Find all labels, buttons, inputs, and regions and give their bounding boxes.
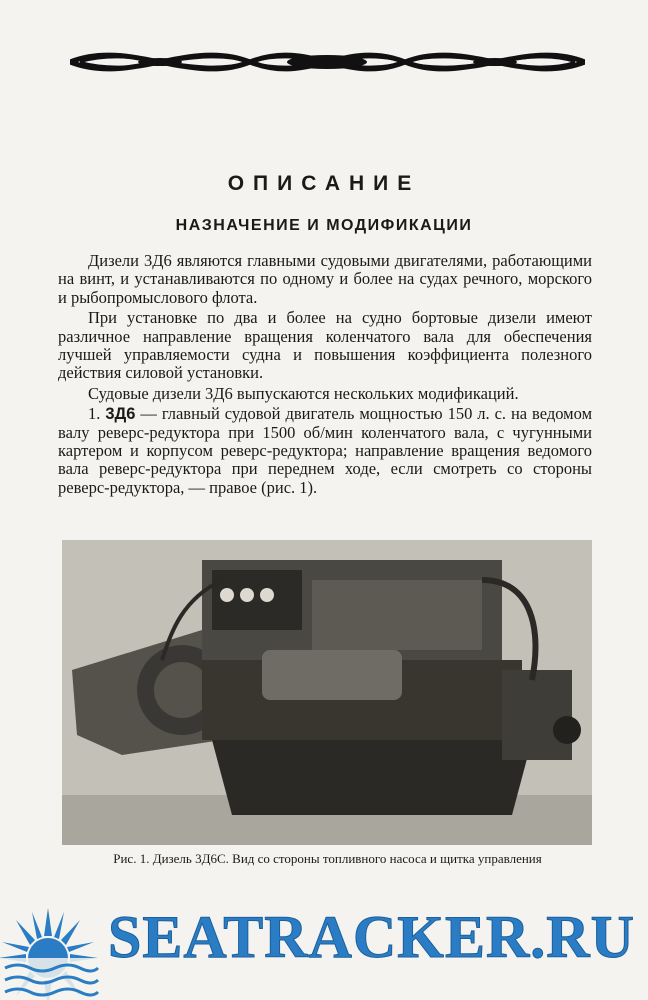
- figure-caption: Рис. 1. Дизель 3Д6С. Вид со стороны топливного насоса и щитка управления: [113, 851, 542, 866]
- item-text: — главный судовой двигатель мощностью 150 л. с. на ведомом валу реверс-редуктора при 1500 об/мин коленчатого вала, с чугунными картером и корпусом реверс-редуктора; направление вращения ведомого вала реверс-редуктора при переднем ходе, если смотреть со стороны реверс-редуктора, — правое (рис. 1).: [58, 404, 593, 497]
- paragraph: Дизели 3Д6 являются главными судовыми двигателями, работающими на винт, и устанавливаются по одному и более на судах речного, морского и рыбопромыслового флота.: [58, 251, 592, 307]
- decorative-ornament: [70, 38, 585, 86]
- paragraph: Судовые дизели 3Д6 выпускаются нескольких модификаций.: [88, 383, 519, 403]
- item-number: 1.: [88, 404, 106, 424]
- section-title: НАЗНАЧЕНИЕ И МОДИФИКАЦИИ: [175, 217, 473, 234]
- watermark-text: SEATRACKER.RU: [108, 904, 635, 970]
- paragraph: При установке по два и более на судно бортовые дизели имеют различное направление вращения коленчатого вала для обеспечения лучшей управляемости судна и повышения коэффициента полезного действия силовой установки.: [58, 308, 592, 383]
- list-item: [58, 405, 592, 497]
- page-title: ОПИСАНИЕ: [227, 172, 421, 195]
- model-name: 3Д6: [105, 405, 136, 424]
- body-text: [58, 252, 592, 497]
- engine-photo: [62, 540, 592, 845]
